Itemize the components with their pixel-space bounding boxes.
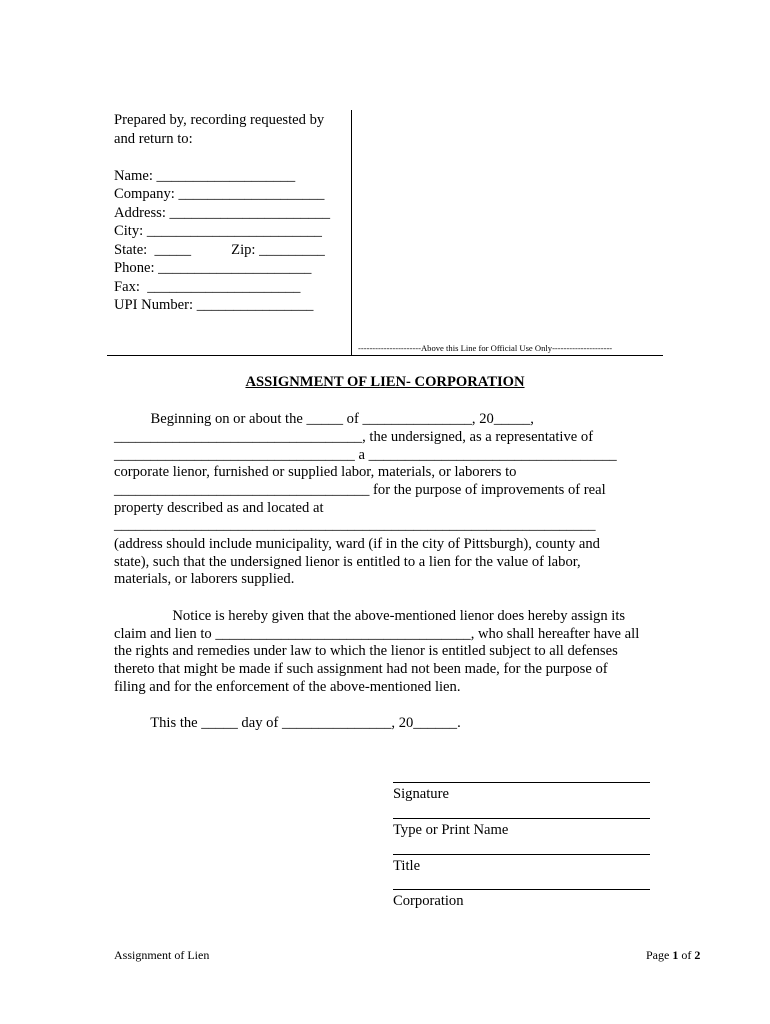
corporation-line bbox=[393, 889, 650, 890]
paragraph-line: Beginning on or about the _____ of _______________, 20_____, bbox=[114, 411, 534, 427]
paragraph-line: the rights and remedies under law to which the lienor is entitled subject to all defenses bbox=[114, 643, 618, 659]
prepared-heading-line-2: and return to: bbox=[114, 130, 193, 147]
footer-document-name: Assignment of Lien bbox=[114, 948, 210, 962]
page-current: 1 bbox=[672, 948, 679, 962]
phone-field: Phone: _____________________ bbox=[114, 260, 312, 276]
name-field: Name: ___________________ bbox=[114, 167, 296, 184]
page-number bbox=[646, 948, 700, 963]
prepared-by-block bbox=[114, 111, 346, 315]
corporation-label: Corporation bbox=[393, 893, 464, 909]
city-field: City: ________________________ bbox=[114, 223, 322, 239]
paragraph-line: corporate lienor, furnished or supplied labor, materials, or laborers to bbox=[114, 464, 517, 480]
signature-line bbox=[393, 782, 650, 783]
print-name-label: Type or Print Name bbox=[393, 822, 509, 838]
date-line: This the _____ day of _______________, 20______. bbox=[114, 715, 461, 731]
paragraph-line: thereto that might be made if such assignment had not been made, for the purpose of bbox=[114, 661, 608, 677]
fax-field: Fax: _____________________ bbox=[114, 278, 301, 295]
upi-number-field: UPI Number: ________________ bbox=[114, 297, 314, 313]
paragraph-line: _________________________________ a __________________________________ bbox=[114, 447, 617, 463]
address-field: Address: ______________________ bbox=[114, 204, 331, 221]
company-field: Company: ____________________ bbox=[114, 186, 325, 202]
title-label: Title bbox=[393, 858, 421, 874]
paragraph-line: __________________________________________________________________ bbox=[114, 517, 596, 533]
state-zip-field: State: _____ Zip: _________ bbox=[114, 241, 325, 258]
paragraph-line: ___________________________________ for the purpose of improvements of real bbox=[114, 482, 606, 498]
paragraph-line: state), such that the undersigned lienor is entitled to a lien for the value of labor, bbox=[114, 554, 581, 570]
print-name-line bbox=[393, 818, 650, 819]
page-prefix: Page bbox=[646, 948, 673, 962]
paragraph-line: property described as and located at bbox=[114, 500, 324, 516]
paragraph-line: __________________________________, the undersigned, as a representative of bbox=[114, 429, 594, 445]
title-line bbox=[393, 854, 650, 855]
official-use-notice: ----------------------Above this Line for Official Use Only--------------------- bbox=[358, 343, 613, 353]
prepared-heading-line-1: Prepared by, recording requested by bbox=[114, 112, 325, 128]
paragraph-line: claim and lien to ___________________________________, who shall hereafter have all bbox=[114, 626, 640, 642]
vertical-divider bbox=[351, 110, 352, 355]
official-use-divider bbox=[107, 355, 663, 356]
paragraph-line: Notice is hereby given that the above-mentioned lienor does hereby assign its bbox=[114, 608, 626, 624]
signature-label: Signature bbox=[393, 786, 449, 802]
page-total: 2 bbox=[694, 948, 701, 962]
document-title: ASSIGNMENT OF LIEN- CORPORATION bbox=[245, 374, 525, 390]
paragraph-line: filing and for the enforcement of the above-mentioned lien. bbox=[114, 679, 461, 695]
paragraph-line: materials, or laborers supplied. bbox=[114, 571, 295, 587]
paragraph-line: (address should include municipality, ward (if in the city of Pittsburgh), county and bbox=[114, 536, 600, 552]
page-mid: of bbox=[678, 948, 695, 962]
